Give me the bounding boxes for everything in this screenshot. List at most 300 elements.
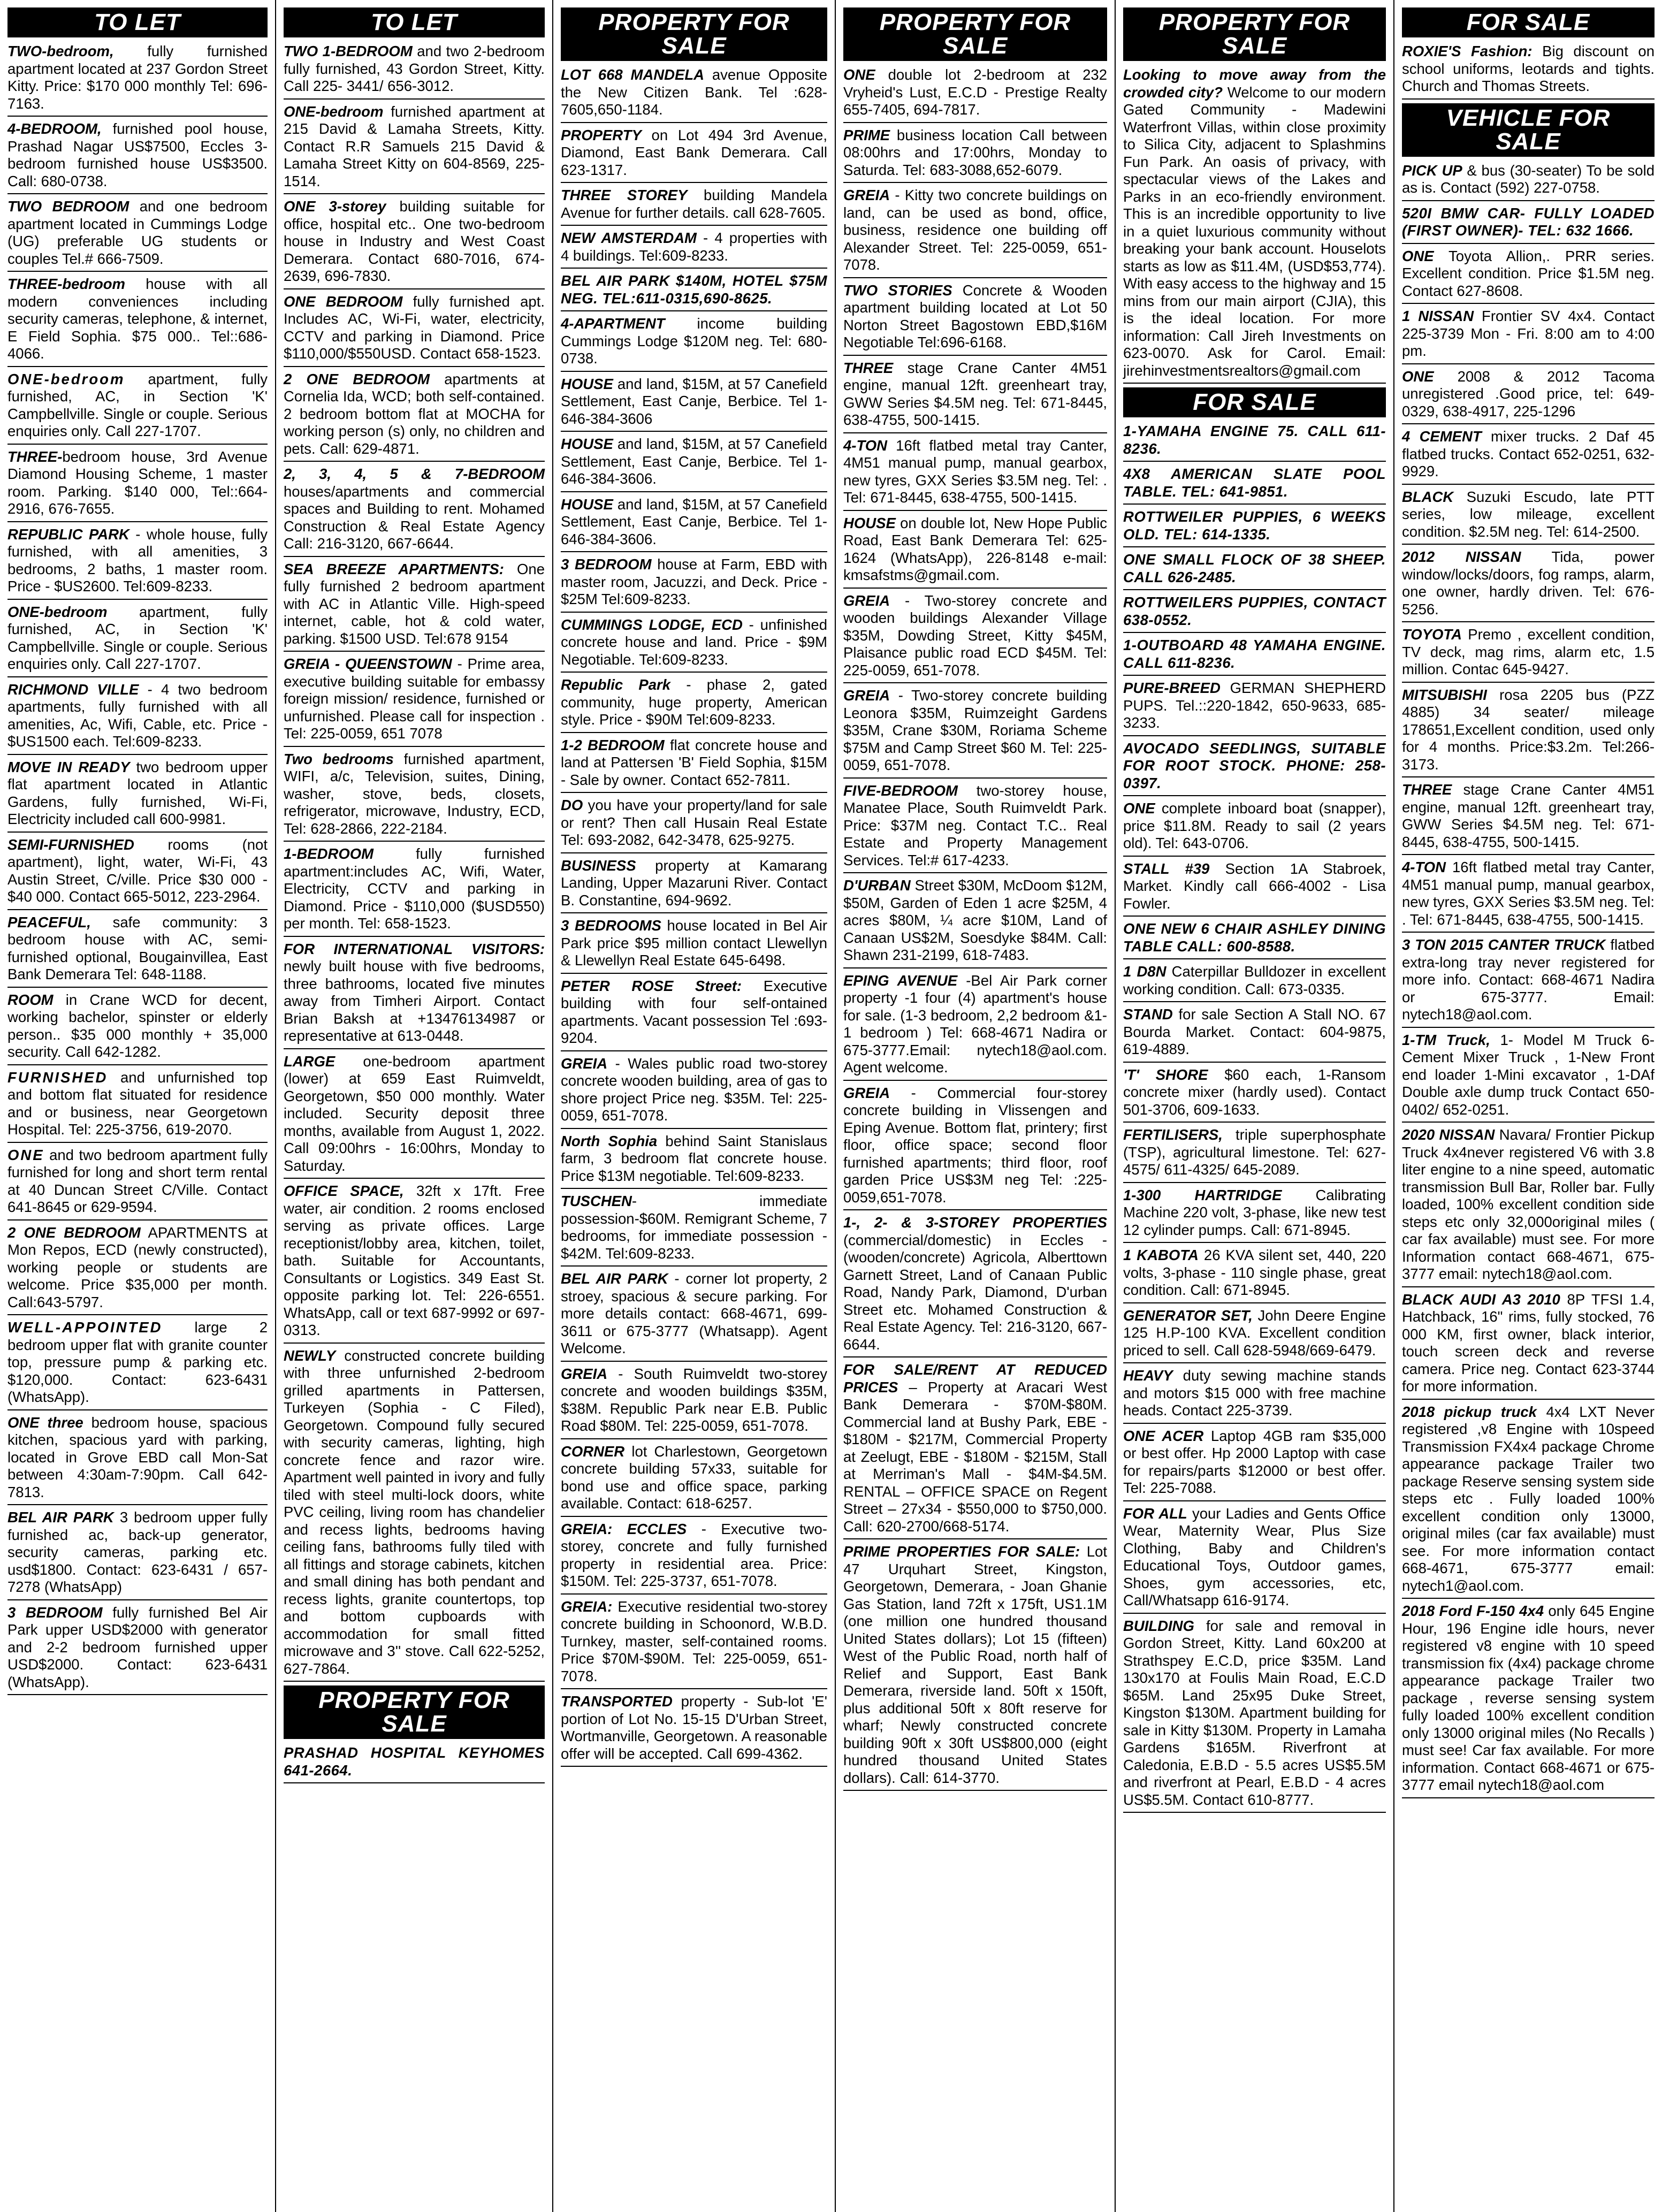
classified-ad bbox=[7, 1147, 268, 1221]
ad-keyword: ONE bbox=[1402, 368, 1434, 385]
ad-text: stage Crane Canter 4M51 engine, manual 12ft. greenheart tray, GWW Series $4.5M neg. Tel: 671-8445, 638-4755, 500-1415. bbox=[1402, 781, 1655, 850]
classified-ad bbox=[843, 515, 1107, 589]
ad-keyword: PRIME bbox=[843, 126, 890, 143]
classified-ad bbox=[843, 360, 1107, 433]
ad-text: fully furnished apartment located at 237 Gordon Street Kitty. Price: $170 000 monthly Tel: 696-7163. bbox=[7, 43, 268, 112]
ad-text: 26 KVA silent set, 440, 220 volts, 3-phase - 110 single phase, great condition. Call: 671-8945. bbox=[1123, 1247, 1386, 1298]
ad-keyword: FOR INTERNATIONAL VISITORS: bbox=[284, 940, 545, 957]
ad-keyword: THREE-bedroom bbox=[7, 276, 125, 292]
ad-keyword: BEL AIR PARK bbox=[7, 1509, 114, 1525]
classified-ad bbox=[843, 1214, 1107, 1357]
ad-keyword: FOR SALE/RENT AT REDUCED PRICES bbox=[843, 1361, 1107, 1395]
section-header bbox=[1123, 387, 1386, 417]
ad-keyword: PEACEFUL, bbox=[7, 913, 91, 930]
ad-keyword: NEW AMSTERDAM bbox=[561, 230, 697, 246]
classified-ad bbox=[1123, 1187, 1386, 1244]
classified-ad bbox=[7, 276, 268, 367]
ad-text: 1- Model M Truck 6-Cement Mixer Truck , 1-New Front end loader 1-Mini excavator , 1-DAf Double axle dump truck Contact 650-0402/ 652-0251. bbox=[1402, 1031, 1655, 1118]
classified-ad bbox=[843, 282, 1107, 356]
classified-ad bbox=[843, 127, 1107, 184]
section-header-line: SALE bbox=[382, 1711, 447, 1737]
ad-text: Calibrating Machine 220 volt, 3-phase, like new test 12 cylinder pumps. Call: 671-8945. bbox=[1123, 1186, 1386, 1238]
ad-text: GERMAN SHEPHERD PUPS. Tel.::220-1842, 650-9633, 685-3233. bbox=[1123, 680, 1386, 731]
ad-keyword: FOR ALL bbox=[1123, 1505, 1187, 1522]
ad-keyword: HEAVY bbox=[1123, 1367, 1173, 1384]
ad-keyword: ONE SMALL FLOCK OF 38 SHEEP. CALL 626-2485. bbox=[1123, 551, 1386, 585]
classified-ad bbox=[1402, 205, 1655, 244]
ad-keyword: ONE three bbox=[7, 1414, 83, 1431]
ad-keyword: OFFICE SPACE, bbox=[284, 1183, 404, 1199]
ad-text: for sale Section A Stall NO. 67 Bourda Market. Contact: 604-9875, 619-4889. bbox=[1123, 1006, 1386, 1057]
classified-ad bbox=[561, 187, 827, 226]
ad-text: rosa 2205 bus (PZZ 4885) 34 seater/ mileage 178651,Excellent condition, used only for 4 months. Price:$3.2m. Tel:266-3173. bbox=[1402, 686, 1655, 773]
ad-text: house located in Bel Air Park price $95 million contact Llewellyn & Llewellyn Real Estate 645-6498. bbox=[561, 917, 827, 968]
ad-text: complete inboard boat (snapper), price $11.8M. Ready to sail (2 years old). Tel: 643-0706. bbox=[1123, 800, 1386, 851]
classified-ad bbox=[1123, 680, 1386, 736]
classified-ad bbox=[561, 857, 827, 914]
ad-keyword: 1-BEDROOM bbox=[284, 845, 374, 862]
ad-text: and unfurnished top and bottom flat situated for residence and or business, near Georgetown Hospital. Tel: 225-3756, 619-2070. bbox=[7, 1069, 268, 1138]
ad-text: John Deere Engine 125 H.P-100 KVA. Excellent condition priced to sell. Call 628-5948/669-6479. bbox=[1123, 1307, 1386, 1359]
ad-text: rooms (not apartment), light, water, Wi-Fi, 43 Austin Street, C/ville. Price $30 000 - $40 000. Contact 665-5012, 223-2964. bbox=[7, 836, 268, 905]
classified-ad bbox=[843, 592, 1107, 684]
ad-text: - Two-storey concrete and wooden buildings Alexander Village $35M, Dowding Street, Kitty $45M, Plaisance public road ECD $45M. Tel: 225-0059, 651-7078. bbox=[843, 592, 1107, 678]
ad-text: Executive building with four self-ontained apartments. Vacant possession Tel :693-9204. bbox=[561, 977, 827, 1046]
ad-keyword: FIVE-BEDROOM bbox=[843, 782, 958, 799]
ad-text: APARTMENTS at Mon Repos, ECD (newly constructed), working people or students are welcome. Price $35,000 per month. Call:643-5797. bbox=[7, 1224, 268, 1310]
ad-text: triple superphosphate (TSP), agricultural limestone. Tel: 627-4575/ 611-4325/ 645-2089. bbox=[1123, 1126, 1386, 1178]
ad-keyword: 1 D8N bbox=[1123, 963, 1167, 980]
classified-ad bbox=[284, 198, 545, 289]
ad-text: apartment, fully furnished, AC, in Section 'K' Campbellville. Single or couple. Serious enquiries only. Call 227-1707. bbox=[7, 603, 268, 672]
section-header bbox=[7, 7, 268, 37]
ad-text: and land, $15M, at 57 Canefield Settlement, East Canje, Berbice. Tel 1-646-384-3606. bbox=[561, 436, 827, 487]
ad-keyword: AVOCADO SEEDLINGS, SUITABLE FOR ROOT STOCK. PHONE: 258-0397. bbox=[1123, 739, 1386, 791]
ad-keyword: PRASHAD HOSPITAL KEYHOMES 641-2664. bbox=[284, 1744, 545, 1779]
classified-ad bbox=[561, 376, 827, 432]
classified-ad bbox=[7, 1319, 268, 1410]
section-header-line: PROPERTY FOR bbox=[1158, 9, 1351, 35]
ad-keyword: MOVE IN READY bbox=[7, 758, 130, 775]
ad-keyword: LARGE bbox=[284, 1052, 336, 1070]
classified-ad bbox=[1123, 963, 1386, 1002]
ad-text: & bus (30-seater) To be sold as is. Contact (592) 227-0758. bbox=[1402, 162, 1655, 196]
classified-ad bbox=[7, 836, 268, 910]
ad-text: - unfinished concrete house and land. Price - $9M Negotiable. Tel:609-8233. bbox=[561, 616, 827, 668]
classified-ad bbox=[7, 120, 268, 194]
classified-ad bbox=[1123, 594, 1386, 633]
ad-text: fully furnished Bel Air Park upper USD$2000 with generator and 2-2 bedroom furnished upper USD$2000. Contact: 623-6431 (WhatsApp). bbox=[7, 1604, 268, 1690]
column-2 bbox=[275, 0, 552, 2212]
ad-keyword: 4-TON bbox=[1402, 859, 1446, 875]
ad-keyword: 2018 pickup truck bbox=[1402, 1403, 1537, 1420]
classified-ad bbox=[561, 676, 827, 733]
ad-keyword: STAND bbox=[1123, 1006, 1173, 1023]
section-header-line: TO LET bbox=[94, 9, 181, 35]
classified-ad bbox=[284, 845, 545, 937]
ad-text: business location Call between 08:00hrs and 17:00hrs, Monday to Saturda. Tel: 683-3088,652-6079. bbox=[843, 126, 1107, 178]
classified-ad bbox=[284, 43, 545, 100]
classified-ad bbox=[284, 655, 545, 747]
ad-keyword: ONE-bedroom bbox=[7, 603, 108, 620]
classified-ad bbox=[1123, 1006, 1386, 1063]
classified-ad bbox=[1123, 1126, 1386, 1183]
ad-text: your Ladies and Gents Office Wear, Maternity Wear, Plus Size Clothing, Baby and Children's Educational Toys, Outdoor games, Shoes, gym accessories, etc, Call/Whatsapp 616-9174. bbox=[1123, 1505, 1386, 1608]
ad-keyword: GREIA bbox=[843, 592, 890, 609]
ad-text: – Property at Aracari West Bank Demerara - $70M-$80M. Commercial land at Bushy Park, EBE - $180M - $217M, Commercial Property at Zeelugt, EBE - $180M - $215M, Stall at Merriman's Mall - $4M-$4.5M. RENTAL – OFFICE SPACE on Regent Street – 27x34 - $550,000 to $750,000. Call: 620-2700/668-5174. bbox=[843, 1378, 1107, 1535]
ad-text: furnished apartment, WIFI, a/c, Television, suites, Dining, washer, stove, beds, closets, refrigerator, microwave, Industry, ECD, Tel: 628-2866, 222-2184. bbox=[284, 750, 545, 837]
ad-keyword: PURE-BREED bbox=[1123, 680, 1221, 696]
ad-keyword: 'T' SHORE bbox=[1123, 1066, 1208, 1083]
ad-keyword: 1-YAMAHA ENGINE 75. CALL 611-8236. bbox=[1123, 423, 1386, 457]
classified-ad bbox=[7, 371, 268, 445]
ad-keyword: GREIA bbox=[843, 187, 890, 203]
classified-ad bbox=[561, 496, 827, 553]
ad-text: double lot 2-bedroom at 232 Vryheid's Lust, E.C.D - Prestige Realty 655-7405, 694-7817. bbox=[843, 66, 1107, 118]
ad-keyword: 3 TON 2015 CANTER TRUCK bbox=[1402, 936, 1606, 953]
ad-keyword: GREIA bbox=[561, 1365, 608, 1382]
ad-text: 16ft flatbed metal tray Canter, 4M51 manual pump, manual gearbox, new tyres, GXX Series $3.5M neg. Tel: . Tel: 671-8445, 638-4755, 500-1415. bbox=[843, 437, 1107, 506]
ad-text: $60 each, 1-Ransom concrete mixer (hardly used). Contact 501-3706, 609-1633. bbox=[1123, 1066, 1386, 1118]
classified-ad bbox=[843, 782, 1107, 874]
classified-ad bbox=[843, 972, 1107, 1081]
ad-keyword: GREIA bbox=[561, 1055, 608, 1072]
ad-text: house with all modern conveniences including security cameras, telephone, & internet, E Field Sophia. $75 000.. Tel::686-4066. bbox=[7, 276, 268, 362]
ad-text: furnished apartment at 215 David & Lamaha Streets, Kitty. Contact R.R Samuels 215 David & Lamaha Street Kitty on 604-8569, 225-1514. bbox=[284, 103, 545, 189]
classified-ad bbox=[1123, 466, 1386, 505]
ad-keyword: 3 BEDROOM bbox=[7, 1604, 103, 1621]
ad-keyword: 2 ONE BEDROOM bbox=[284, 370, 430, 387]
classified-ad bbox=[843, 187, 1107, 278]
ad-text: duty sewing machine stands and motors $15 000 with free machine heads. Contact 225-3739. bbox=[1123, 1367, 1386, 1418]
classified-ad bbox=[1123, 860, 1386, 917]
ad-keyword: HOUSE bbox=[561, 375, 613, 392]
ad-keyword: THREE- bbox=[7, 448, 63, 465]
ad-text: - Prime area, executive building suitable for embassy foreign mission/ residence, furnished or unfurnished. Please call for inspection . Tel: 225-0059, 651 7078 bbox=[284, 655, 545, 742]
ad-text: - Two-storey concrete building Leonora $35M, Ruimzeight Gardens $35M, Crane $30M, Roriama Scheme $75M and Camp Street $60 M. Tel: 225-0059, 651-7078. bbox=[843, 687, 1107, 773]
ad-keyword: 4X8 AMERICAN SLATE POOL TABLE. TEL: 641-9851. bbox=[1123, 466, 1386, 500]
ad-text: Frontier SV 4x4. Contact 225-3739 Mon - Fri. 8:00 am to 4:00 pm. bbox=[1402, 308, 1655, 359]
classified-ad bbox=[843, 1085, 1107, 1211]
ad-text: - Commercial four-storey concrete building in Vlissengen and Eping Avenue. Bottom flat, printery; first floor, office space; second floor furnished apartments; third floor, roof garden Price US$3M neg Tel: :225-0059,651-7078. bbox=[843, 1084, 1107, 1206]
classified-ad bbox=[1402, 368, 1655, 425]
classified-ad bbox=[1402, 1404, 1655, 1599]
classified-ad bbox=[7, 681, 268, 755]
ad-text: and land, $15M, at 57 Canefield Settlement, East Canje, Berbice. Tel 1-646-384-3606. bbox=[561, 495, 827, 547]
classified-ad bbox=[843, 1361, 1107, 1539]
ad-keyword: 1-TM Truck, bbox=[1402, 1031, 1490, 1048]
ad-keyword: ONE bbox=[843, 66, 875, 83]
ad-text: stage Crane Canter 4M51 engine, manual 12ft. greenheart tray, GWW Series $4.5M neg. Tel: 671-8445, 638-4755, 500-1415. bbox=[843, 359, 1107, 428]
classified-ad bbox=[843, 687, 1107, 779]
classified-ad bbox=[284, 561, 545, 652]
ad-text: income building Cummings Lodge $120M neg. Tel: 680-0738. bbox=[561, 315, 827, 367]
ad-keyword: CUMMINGS LODGE, ECD bbox=[561, 616, 743, 633]
section-header bbox=[1402, 7, 1655, 37]
classified-ad bbox=[1402, 162, 1655, 201]
section-header bbox=[843, 7, 1107, 61]
ad-text: Toyota Allion,. PRR series. Excellent condition. Price $1.5M neg. Contact 627-8608. bbox=[1402, 247, 1655, 299]
classified-ad bbox=[284, 751, 545, 842]
classified-ad bbox=[1402, 489, 1655, 545]
ad-keyword: D'URBAN bbox=[843, 877, 911, 894]
classified-ad bbox=[843, 66, 1107, 123]
classified-ad bbox=[1123, 1367, 1386, 1424]
ad-keyword: LOT 668 MANDELA bbox=[561, 66, 705, 83]
ad-text: safe community: 3 bedroom house with AC, semi-furnished optional, Bougainvillea, East Bank Demerara Tel: 648-1188. bbox=[7, 913, 268, 982]
ad-text: flat concrete house and land at Pattersen 'B' Field Sophia, $15M - Sale by owner. Contact 652-7811. bbox=[561, 736, 828, 788]
ad-keyword: THREE bbox=[843, 359, 894, 376]
classified-ad bbox=[1402, 687, 1655, 778]
classified-ad bbox=[561, 436, 827, 492]
ad-text: house at Farm, EBD with master room, Jacuzzi, and Deck. Price - $25M Tel:609-8233. bbox=[561, 556, 828, 607]
ad-text: bedroom house, 3rd Avenue Diamond Housing Scheme, 1 master room. Parking. $140 000, Tel::664-2916, 676-7655. bbox=[7, 448, 268, 517]
classified-ad bbox=[1123, 551, 1386, 590]
ad-text: - 4 two bedroom apartments, fully furnished with all amenities, Ac, Wifi, Cable, etc. Price - $US1500 each. Tel:609-8233. bbox=[7, 681, 268, 750]
ad-text: Big discount on school uniforms, leotards and tights. Church and Thomas Streets. bbox=[1402, 43, 1655, 94]
ad-keyword: 1 KABOTA bbox=[1123, 1247, 1199, 1263]
section-header-line: SALE bbox=[942, 33, 1008, 59]
ad-keyword: 4-BEDROOM, bbox=[7, 120, 102, 137]
ad-keyword: 4 CEMENT bbox=[1402, 428, 1482, 445]
classified-ad bbox=[561, 1598, 827, 1690]
ad-text: in Crane WCD for decent, working bachelor, spinster or elderly person.. $35 000 monthly + 35,000 security. Call 642-1282. bbox=[7, 991, 268, 1060]
ad-text: fully furnished apt. Includes AC, Wi-Fi, water, electricity, CCTV and parking in Diamond. Price $110,000/$550USD. Contact 658-1523. bbox=[284, 293, 545, 362]
classified-ad bbox=[561, 917, 827, 974]
classified-ad bbox=[1123, 1505, 1386, 1614]
ad-text: Section 1A Stabroek, Market. Kindly call 666-4002 - Lisa Fowler. bbox=[1123, 860, 1386, 912]
ad-keyword: GREIA bbox=[843, 687, 890, 704]
ad-text: - immediate possession-$60M. Remigrant Scheme, 7 bedrooms, for immediate possession - $42M. Tel:609-8233. bbox=[561, 1193, 827, 1262]
section-header-line: SALE bbox=[1222, 33, 1287, 59]
classified-ad bbox=[284, 466, 545, 557]
ad-keyword: 520I BMW CAR- FULLY LOADED (FIRST OWNER)- TEL: 632 1666. bbox=[1402, 204, 1655, 239]
classified-ad bbox=[561, 272, 827, 311]
ad-keyword: THREE STOREY bbox=[561, 187, 688, 203]
ad-keyword: BEL AIR PARK bbox=[561, 1270, 668, 1287]
ad-text: large 2 bedroom upper flat with granite counter top, pressure pump & parking etc. $120,000. Contact: 623-6431 (WhatsApp). bbox=[7, 1319, 268, 1405]
ad-keyword: 4-TON bbox=[843, 437, 888, 454]
ad-keyword: Two bedrooms bbox=[284, 750, 394, 767]
classified-ad bbox=[561, 1055, 827, 1129]
ad-text: property at Kamarang Landing, Upper Mazaruni River. Contact B. Constantine, 694-9692. bbox=[561, 857, 827, 909]
ad-keyword: 1-, 2- & 3-STOREY PROPERTIES bbox=[843, 1214, 1107, 1231]
ad-keyword: 4-APARTMENT bbox=[561, 315, 665, 332]
classified-ad bbox=[843, 877, 1107, 968]
ad-keyword: MITSUBISHI bbox=[1402, 686, 1487, 703]
classified-ad bbox=[1123, 1618, 1386, 1813]
ad-text: and land, $15M, at 57 Canefield Settlement, East Canje, Berbice. Tel 1-646-384-3606 bbox=[561, 375, 827, 427]
ad-keyword: EPING AVENUE bbox=[843, 972, 958, 989]
classified-ad bbox=[7, 198, 268, 272]
classified-ad bbox=[7, 1224, 268, 1316]
ad-keyword: PROPERTY bbox=[561, 126, 642, 143]
ad-keyword: GENERATOR SET, bbox=[1123, 1307, 1253, 1324]
ad-text: - South Ruimveldt two-storey concrete and wooden buildings $35M, $38M. Republic Park near E.B. Public Road $80M. Tel: 225-0059, 651-7078. bbox=[561, 1365, 827, 1434]
classified-ad bbox=[1123, 1066, 1386, 1123]
ad-text: -Bel Air Park corner property -1 four (4) apartment's house for sale. (1-3 bedroom, 2,2 bedroom &1-1 bedroom ) Tel: 668-4671 Nadira or 675-3777.Email: nytech18@aol.com. Agent welcome. bbox=[843, 972, 1107, 1076]
classified-ad bbox=[1123, 740, 1386, 797]
ad-keyword: TWO-bedroom, bbox=[7, 43, 114, 59]
ad-keyword: FERTILISERS, bbox=[1123, 1126, 1223, 1143]
classified-ad bbox=[284, 941, 545, 1049]
ad-keyword: GREIA bbox=[843, 1084, 890, 1101]
ad-keyword: 2018 Ford F-150 4x4 bbox=[1402, 1603, 1544, 1619]
column-5 bbox=[1115, 0, 1393, 2212]
classified-ad bbox=[1123, 423, 1386, 462]
ad-text: One fully furnished 2 bedroom apartment with AC in Atlantic Ville. High-speed internet, cable, hot & cold water, parking. $1500 USD. Tel:678 9154 bbox=[284, 560, 545, 647]
ad-keyword: TUSCHEN bbox=[561, 1193, 632, 1209]
ad-text: behind Saint Stanislaus farm, 3 bedroom flat concrete house. Price $13M negotiable. Tel:609-8233. bbox=[561, 1132, 827, 1184]
ad-text: avenue Opposite the New Citizen Bank. Tel :628-7605,650-1184. bbox=[561, 66, 827, 118]
ad-keyword: ROTTWEILER PUPPIES, 6 WEEKS OLD. TEL: 614-1335. bbox=[1123, 508, 1386, 543]
classified-ad bbox=[1123, 800, 1386, 857]
classified-ad bbox=[1402, 626, 1655, 683]
ad-keyword: Republic Park bbox=[561, 676, 671, 693]
classified-ad bbox=[7, 1509, 268, 1600]
ad-text: newly built house with five bedrooms, three bathrooms, located five minutes away from Timheri Airport. Contact Brian Baksh at +13476134987 or representative at 613-0448. bbox=[284, 958, 545, 1044]
ad-text: Concrete & Wooden apartment building located at Lot 50 Norton Street Bagostown EBD,$16M Negotiable Tel:696-6168. bbox=[843, 281, 1107, 350]
classified-ad bbox=[7, 914, 268, 988]
ad-text: Caterpillar Bulldozer in excellent working condition. Call: 673-0335. bbox=[1123, 963, 1386, 997]
ad-text: one-bedroom apartment (lower) at 659 East Ruimveldt, Georgetown, $50 000 monthly. Water included. Security deposit three months, available from August 1, 2022. Call 09:00hrs - 16:00hrs, Monday to Saturday. bbox=[284, 1052, 545, 1174]
ad-keyword: BEL AIR PARK $140M, HOTEL $75M NEG. TEL:611-0315,690-8625. bbox=[561, 272, 827, 307]
ad-text: property - Sub-lot 'E' portion of Lot No. 15-15 D'Urban Street, Wortmanville, Georgetown. A reasonable offer will be accepted. Call 699-4362. bbox=[561, 1693, 827, 1762]
section-header-line: PROPERTY FOR bbox=[879, 9, 1071, 35]
classified-ad bbox=[561, 1193, 827, 1267]
classified-ad bbox=[1123, 66, 1386, 384]
ad-text: on double lot, New Hope Public Road, East Bank Demerara Tel: 625-1624 (WhatsApp), 226-8148 e-mail: kmsafstms@gmail.com. bbox=[843, 514, 1107, 583]
ad-keyword: PETER ROSE Street: bbox=[561, 977, 742, 994]
ad-keyword: CORNER bbox=[561, 1443, 625, 1460]
ad-keyword: STALL #39 bbox=[1123, 860, 1210, 877]
classified-ad bbox=[561, 1133, 827, 1189]
ad-text: only 645 Engine Hour, 196 Engine idle hours, never registered v8 engine with 10 speed transmission fix (4x4) package chrome appearance package Trailer two package , reverse sensing system fully loaded 100% excellent condition only 13000 original miles (No Recalls ) must see! Car fax available. For more information. Contact 668-4671 or 675-3777 email nytech18@aol.com bbox=[1402, 1603, 1655, 1793]
ad-text: 4x4 LXT Never registered ,v8 Engine with 10speed Transmission FX4x4 package Chrome appearance package Trailer two package Reserve sensing system side steps etc . Fully loaded 100% excellent condition only 13000, original miles (car fax available) must see. For more information contact 668-4671, 675-3777 email: nytech1@aol.com. bbox=[1402, 1403, 1655, 1594]
ad-text: apartment, fully furnished, AC, in Section 'K' Campbellville. Single or couple. Serious enquiries only. Call 227-1707. bbox=[7, 370, 268, 439]
ad-keyword: ONE BEDROOM bbox=[284, 293, 403, 310]
ad-keyword: ONE-bedroom bbox=[284, 103, 384, 120]
ad-keyword: ONE bbox=[1123, 800, 1155, 817]
ad-text: two bedroom upper flat apartment located in Atlantic Gardens, fully furnished, Wi-Fi, Electricity included call 600-9981. bbox=[7, 758, 268, 827]
classified-ad bbox=[1402, 1126, 1655, 1287]
section-header-line: PROPERTY FOR bbox=[598, 9, 790, 35]
ad-keyword: NEWLY bbox=[284, 1347, 336, 1364]
classified-ad bbox=[7, 1414, 268, 1506]
ad-keyword: ROTTWEILERS PUPPIES, CONTACT 638-0552. bbox=[1123, 594, 1386, 628]
ad-text: - 4 properties with 4 buildings. Tel:609-8233. bbox=[561, 230, 827, 264]
ad-keyword: North Sophia bbox=[561, 1132, 658, 1149]
ad-keyword: ONE bbox=[7, 1146, 44, 1163]
ad-keyword: FURNISHED bbox=[7, 1069, 108, 1086]
ad-keyword: Looking to move away from the crowded city? bbox=[1123, 66, 1386, 101]
ad-keyword: 2020 NISSAN bbox=[1402, 1126, 1495, 1143]
classified-ad bbox=[1402, 936, 1655, 1028]
ad-keyword: TWO BEDROOM bbox=[7, 198, 129, 215]
classified-ad bbox=[561, 1270, 827, 1362]
ad-text: Premo , excellent condition, TV deck, mag rims, alarm etc, 1.5 million. Contac 645-9427. bbox=[1402, 626, 1655, 677]
ad-text: building suitable for office, hospital etc.. One two-bedroom house in Industry and West Coast Demerara. Contact 680-7016, 674-2639, 696-7830. bbox=[284, 198, 545, 284]
classified-ad bbox=[561, 737, 827, 794]
ad-text: Executive residential two-storey concrete building in Schoonord, W.B.D. Turnkey, master, self-contained rooms. Price $70M-$90M. Tel: 225-0059, 651-7078. bbox=[561, 1598, 827, 1684]
ad-text: and two bedroom apartment fully furnished for long and short term rental at 40 Duncan Street C/Ville. Contact 641-8645 or 629-9594. bbox=[7, 1146, 268, 1215]
ad-text: Suzuki Escudo, late PTT series, low mileage, excellent condition. $2.5M neg. Tel: 614-2500. bbox=[1402, 488, 1655, 540]
section-header bbox=[1123, 7, 1386, 61]
classified-ad bbox=[7, 759, 268, 833]
classified-ad bbox=[1123, 508, 1386, 547]
ad-keyword: 2012 NISSAN bbox=[1402, 548, 1521, 565]
ad-keyword: TWO STORIES bbox=[843, 281, 952, 299]
ad-keyword: SEA BREEZE APARTMENTS: bbox=[284, 560, 504, 577]
ad-text: for sale and removal in Gordon Street, Kitty. Land 60x200 at Strathspey E.C.D, price $35M. Land 130x170 at Foulis Main Road, E.C.D $65M. Land 25x95 Duke Street, Kingston $130M. Apartment building for sale in Kitty $130M. Property in Lamaha Gardens $165M. Riverfront at Caledonia, E.B.D - 5.5 acres US$5.5M and riverfront at Pearl, E.B.D - 4 acres US$5.5M. Contact 610-8777. bbox=[1123, 1617, 1386, 1808]
ad-keyword: ONE bbox=[1402, 247, 1434, 264]
classified-ad bbox=[284, 371, 545, 462]
ad-keyword: WELL-APPOINTED bbox=[7, 1319, 163, 1336]
classified-ad bbox=[1402, 1603, 1655, 1798]
classified-ad bbox=[561, 1366, 827, 1439]
ad-keyword: 2 ONE BEDROOM bbox=[7, 1224, 141, 1241]
ad-text: houses/apartments and commercial spaces and Building to rent. Mohamed Construction & Real Estate Agency Call: 216-3120, 667-6644. bbox=[284, 483, 545, 552]
classified-ad bbox=[284, 1053, 545, 1179]
column-4 bbox=[835, 0, 1115, 2212]
ad-keyword: SEMI-FURNISHED bbox=[7, 836, 134, 853]
section-header-line: VEHICLE FOR bbox=[1446, 104, 1611, 131]
classified-ad bbox=[7, 991, 268, 1065]
classified-ad bbox=[284, 1347, 545, 1682]
classified-ad bbox=[7, 448, 268, 522]
ad-text: fully furnished apartment:includes AC, Wifi, Water, Electricity, CCTV and parking in Diamond. Price - $110,000 ($USD550) per month. Tel: 658-1523. bbox=[284, 845, 545, 932]
ad-text: 3 bedroom upper fully furnished ac, back-up generator, security cameras, parking etc. usd$1800. Contact: 623-6431 / 657-7278 (WhatsApp) bbox=[7, 1509, 268, 1595]
classified-ad bbox=[561, 230, 827, 269]
ad-keyword: TWO 1-BEDROOM bbox=[284, 43, 413, 59]
section-header bbox=[284, 1685, 545, 1739]
classified-ad bbox=[1402, 1032, 1655, 1123]
ad-keyword: 1-300 HARTRIDGE bbox=[1123, 1186, 1282, 1203]
ad-text: constructed concrete building with three unfurnished 2-bedroom grilled apartments in Pattersen, Turkeyen (Sophia - C Filed), Georgetown. Compound fully secured with security cameras, lighting, high concrete fence and razor wire. Apartment well painted in ivory and fully tiled with steel multi-lock doors, white PVC ceiling, living room has chandelier and recess lights, bedrooms having ceiling fans, bathrooms fully tiled with all fittings and storage cabinets, kitchen and small dining has both pendant and recess lights, granite countertops, top and bottom cupboards with accommodation for small fitted microwave and 3'' stove. Call 622-5252, 627-7864. bbox=[284, 1347, 545, 1677]
ad-keyword: REPUBLIC PARK bbox=[7, 525, 129, 543]
ad-text: - Executive two-storey, concrete and fully furnished property in residential area. Price: $150M. Tel: 225-3737, 651-7078. bbox=[561, 1520, 827, 1589]
section-header-line: FOR SALE bbox=[1466, 9, 1590, 35]
ad-keyword: 2, 3, 4, 5 & 7-BEDROOM bbox=[284, 466, 545, 482]
classified-ad bbox=[1123, 637, 1386, 676]
ad-text: Navara/ Frontier Pickup Truck 4x4never registered V6 with 3.8 liter engine to a nine speed, automatic transmission Bull Bar, Roller bar. Fully loaded, 100% excellent condition side steps etc only 32,000original miles ( car fax available) must see. For more Information contact 668-4671, 675-3777 email: nytech18@aol.com. bbox=[1402, 1126, 1655, 1282]
ad-keyword: HOUSE bbox=[561, 436, 613, 452]
ad-text: flatbed extra-long tray never registered for more info. Contact: 668-4671 Nadira or 675-3777. Email: nytech18@aol.com. bbox=[1402, 936, 1655, 1023]
classified-ad bbox=[561, 978, 827, 1051]
ad-text: furnished pool house, Prashad Nagar US$7500, Eccles 3-bedroom furnished house US$3500. Call: 680-0738. bbox=[7, 120, 268, 189]
section-header bbox=[1402, 103, 1655, 157]
ad-keyword: 1-OUTBOARD 48 YAMAHA ENGINE. CALL 611-8236. bbox=[1123, 637, 1386, 671]
ad-text: 16ft flatbed metal tray Canter, 4M51 manual pump, manual gearbox, new tyres, GXX Series $3.5M neg. Tel: . Tel: 671-8445, 638-4755, 500-1415. bbox=[1402, 859, 1655, 928]
classified-ad bbox=[1123, 1307, 1386, 1364]
classified-ad bbox=[561, 1521, 827, 1595]
classified-ad bbox=[561, 1443, 827, 1517]
classified-ad bbox=[7, 1069, 268, 1143]
section-header-line: TO LET bbox=[371, 9, 458, 35]
ad-keyword: ONE 3-storey bbox=[284, 198, 386, 215]
ad-text: 8P TFSI 1.4, Hatchback, 16" rims, fully stocked, 76 000 KM, first owner, black interior, touch screen deck and reverse camera. Price neg. Contact 623-3744 for more information. bbox=[1402, 1291, 1655, 1394]
ad-keyword: HOUSE bbox=[843, 514, 896, 531]
ad-text: - corner lot property, 2 stroey, spacious & secure parking. For more details contact: 668-4671, 699-3611 or 675-3777 (Whatsapp). Agent Welcome. bbox=[561, 1270, 827, 1356]
classified-ad bbox=[1402, 548, 1655, 622]
ad-text: - whole house, fully furnished, with all amenities, 3 bedrooms, 2 baths, 1 master room. Price - $US2600. Tel:609-8233. bbox=[7, 525, 268, 594]
classified-ad bbox=[1402, 43, 1655, 100]
classified-ad bbox=[561, 797, 827, 853]
ad-text: Street $30M, McDoom $12M, $50M, Garden of Eden 1 acre $25M, 4 acres $80M, ¼ acre $10M, Land of Canaan US$2M, Soesdyke $84M. Call: Shawn 231-2199, 618-7483. bbox=[843, 877, 1107, 963]
classified-ad bbox=[561, 1693, 827, 1767]
ad-keyword: BUSINESS bbox=[561, 857, 636, 874]
ad-keyword: DO bbox=[561, 797, 583, 813]
